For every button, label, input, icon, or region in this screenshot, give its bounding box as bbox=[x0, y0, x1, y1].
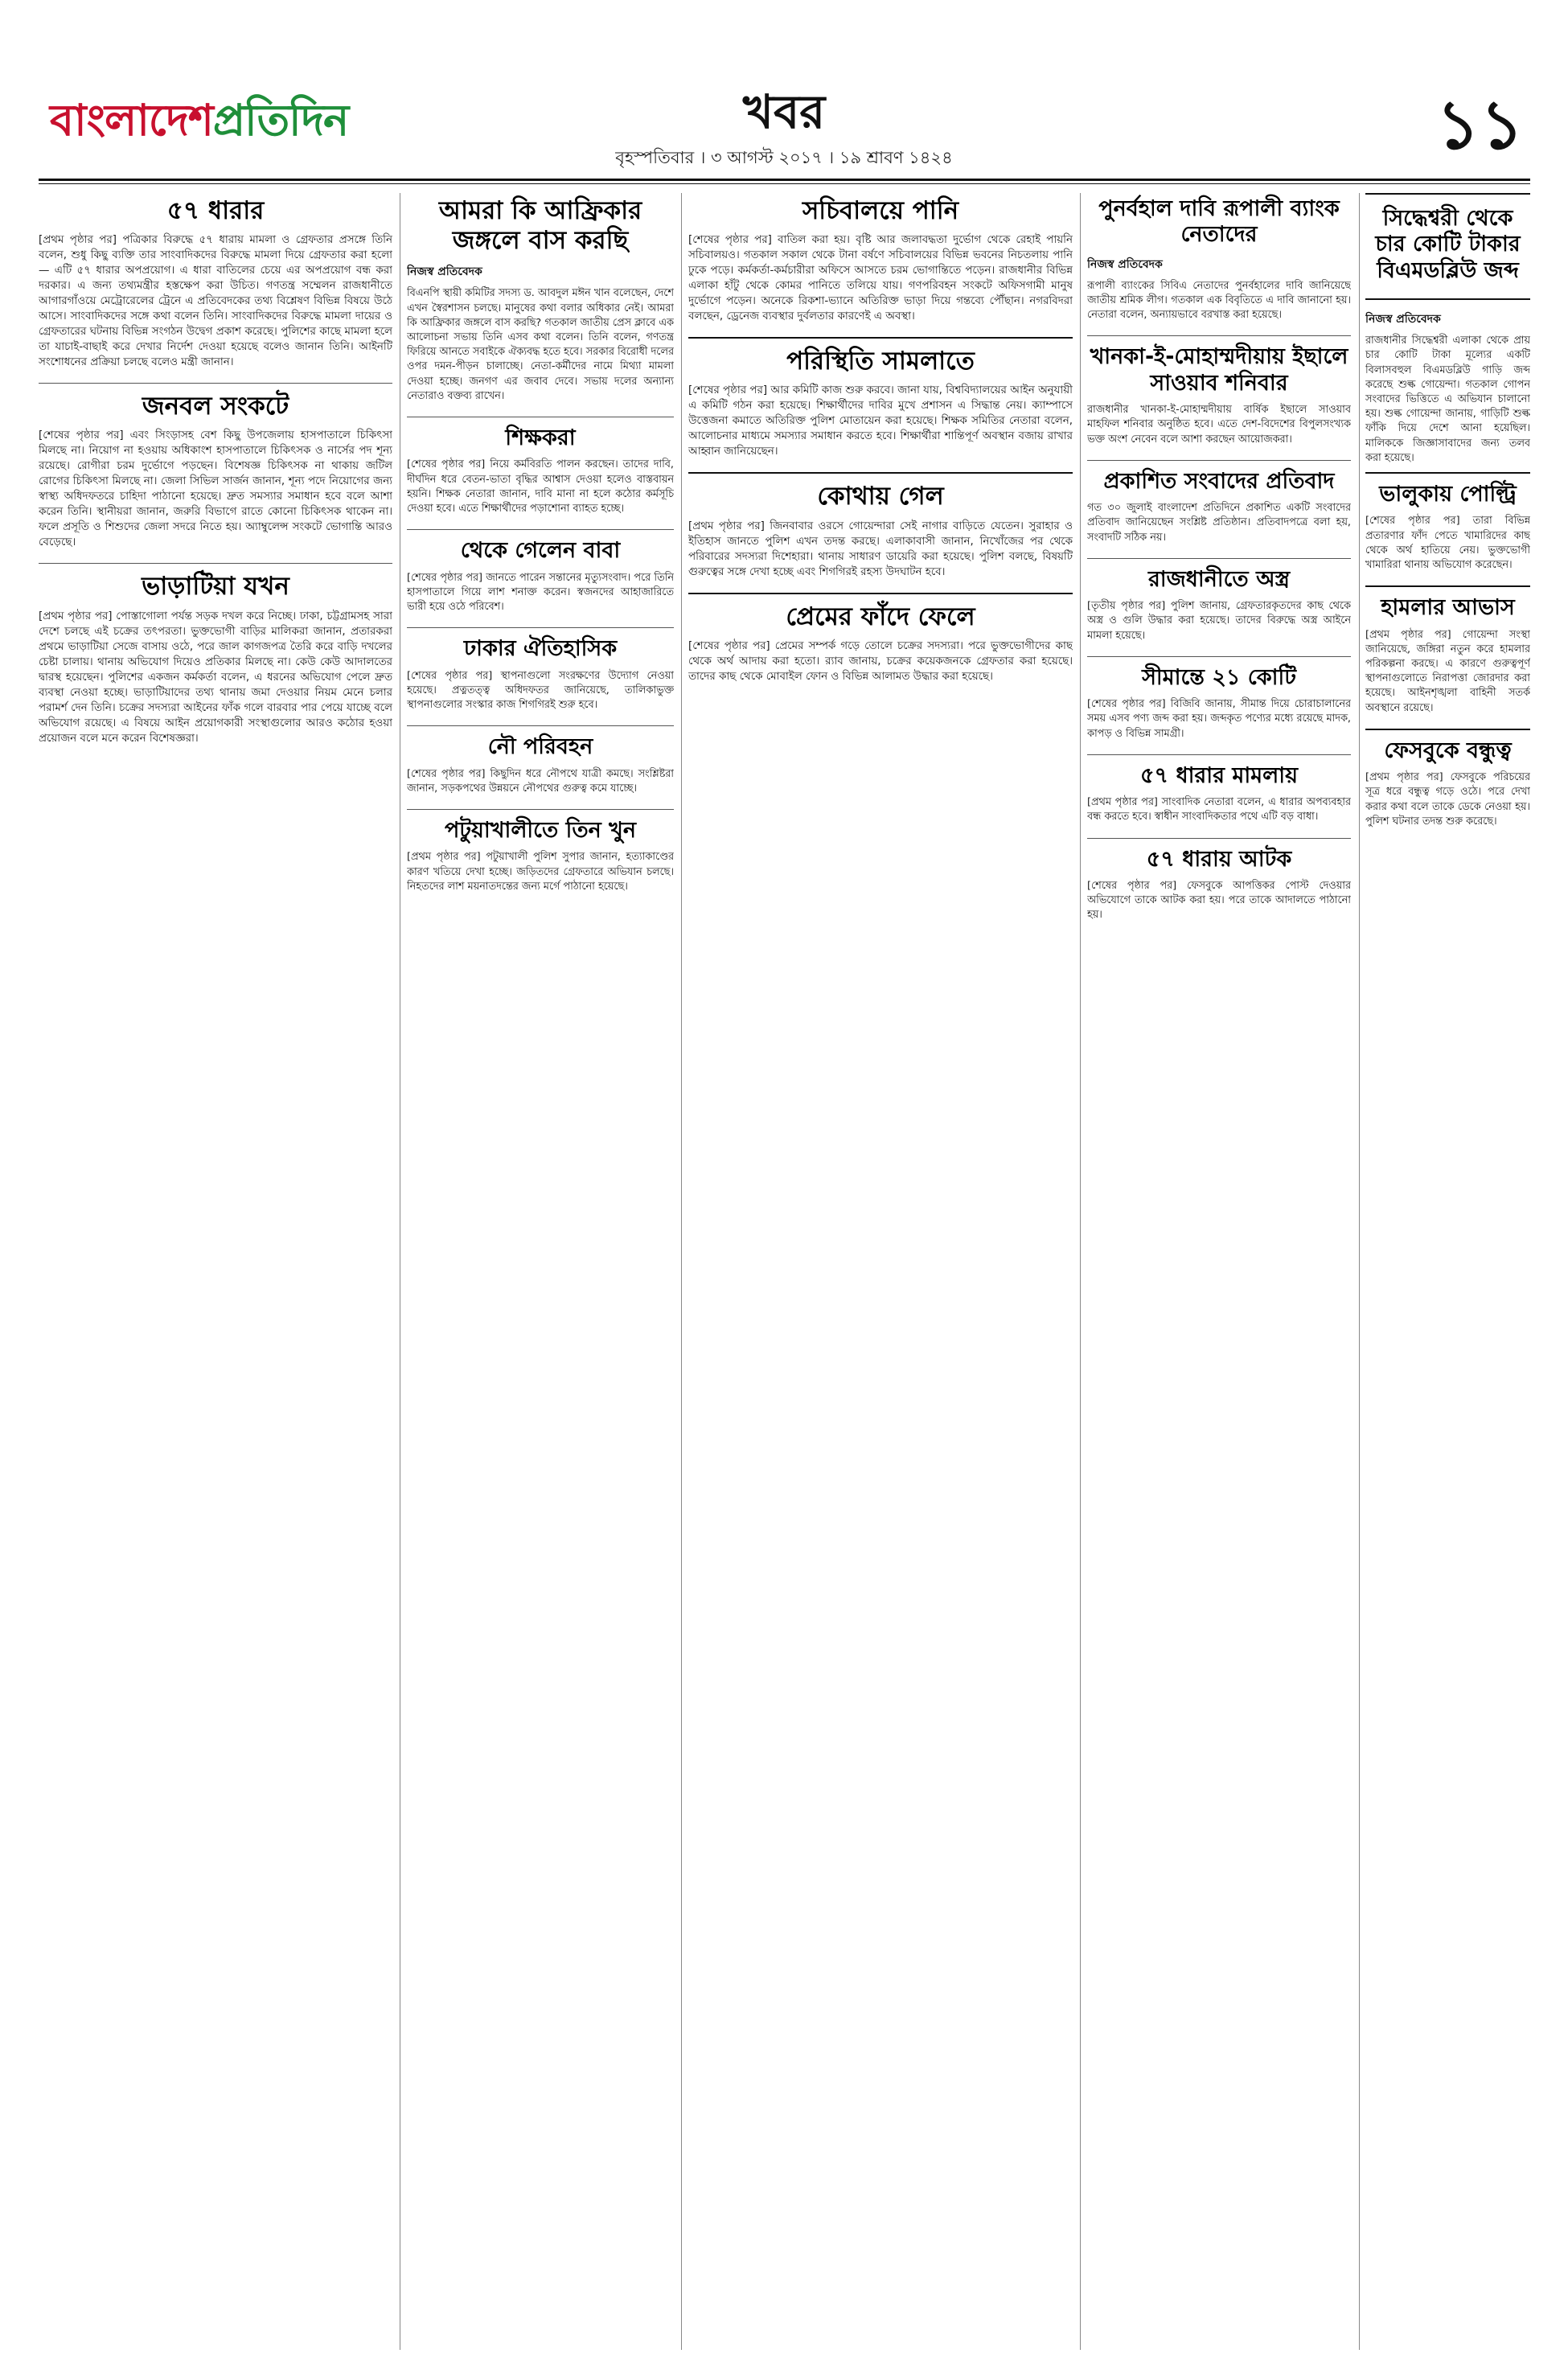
article-bhaluka bbox=[1365, 482, 1530, 573]
article-body: [শেষের পৃষ্ঠার পর] বিজিবি জানায়, সীমান্ত দিয়ে চোরাচালানের সময় এসব পণ্য জব্দ করা হয়। জব্দকৃত পণ্যের মধ্যে রয়েছে মাদক, কাপড় ও বিভিন্ন সামগ্রী। bbox=[1087, 698, 1351, 740]
article-body: [প্রথম পৃষ্ঠার পর] পোস্তাগোলা পর্যন্ত সড়ক দখল করে নিচ্ছে। ঢাকা, চট্টগ্রামসহ সারা দেশে চলছে এই চক্রের তৎপরতা। ভুক্তভোগী বাড়ির মালিকরা জানান, প্রতারকরা প্রথমে ভাড়াটিয়া সেজে বাসায় ওঠে, পরে জাল কাগজপত্র তৈরি করে বাড়ি দখলের চেষ্টা চালায়। থানায় অভিযোগ দিয়েও প্রতিকার মিলছে না। কেউ কেউ আদালতের দ্বারস্থ হয়েছেন। পুলিশের একজন কর্মকর্তা বলেন, এ ধরনের অভিযোগ পেলে দ্রুত ব্যবস্থা নেওয়া হচ্ছে। ভাড়াটিয়াদের তথ্য থানায় জমা দেওয়ার নিয়ম মেনে চলার পরামর্শ দেন তিনি। চক্রের সদস্যরা আইনের ফাঁক গলে বারবার পার পেয়ে যাচ্ছে বলে অভিযোগ রয়েছে। এ বিষয়ে আইন প্রয়োগকারী সংস্থাগুলোর আরও কঠোর হওয়া প্রয়োজন বলে মনে করেন বিশেষজ্ঞরা। bbox=[39, 610, 392, 745]
article-secretariat bbox=[688, 196, 1073, 324]
article-water-transport bbox=[407, 734, 674, 796]
article-body: রাজধানীর সিদ্ধেশ্বরী এলাকা থেকে প্রায় চার কোটি টাকা মূল্যের একটি বিলাসবহুল বিএমডব্লিউ গাড়ি জব্দ করেছে শুল্ক গোয়েন্দা। গতকাল গোপন সংবাদের ভিত্তিতে এ অভিযান চালানো হয়। শুল্ক গোয়েন্দা জানায়, গাড়িটি শুল্ক ফাঁকি দিয়ে দেশে আনা হয়েছিল। মালিককে জিজ্ঞাসাবাদের জন্য তলব করা হয়েছে। bbox=[1365, 335, 1530, 464]
headline: কোথায় গেল bbox=[817, 482, 944, 511]
headline: পুনর্বহাল দাবি রূপালী ব্যাংক নেতাদের bbox=[1098, 196, 1340, 248]
divider bbox=[407, 725, 674, 726]
article-body: [প্রথম পৃষ্ঠার পর] জিনবাবার ওরসে গোয়েন্দারা সেই নাগার বাড়িতে যেতেন। সুরাহার ও ইতিহাস জানতে পুলিশ এখন তদন্ত করছে। এলাকাবাসী জানান, নিখোঁজের পর থেকে পরিবারের সদস্যরা দিশেহারা। থানায় সাধারণ ডায়েরি করা হয়েছে। পুলিশ বলছে, বিষয়টি গুরুত্বের সঙ্গে দেখা হচ্ছে এবং শিগগিরই রহস্য উদঘাটন হবে। bbox=[688, 520, 1073, 578]
headline: খানকা-ই-মোহাম্মদীয়ায় ইছালে সাওয়াব শনিবার bbox=[1090, 344, 1348, 396]
article-body: [শেষের পৃষ্ঠার পর] স্থাপনাগুলো সংরক্ষণের উদ্যোগ নেওয়া হয়েছে। প্রত্নতত্ত্ব অধিদফতর জানিয়েছে, তালিকাভুক্ত স্থাপনাগুলোর সংস্কার কাজ শিগগিরই শুরু হবে। bbox=[407, 669, 674, 711]
article-attack bbox=[1365, 595, 1530, 716]
headline: ৫৭ ধারার মামলায় bbox=[1139, 762, 1299, 788]
masthead-rule bbox=[39, 179, 1530, 181]
column-2 bbox=[407, 193, 674, 2350]
article-body: [প্রথম পৃষ্ঠার পর] পত্রিকার বিরুদ্ধে ৫৭ ধারায় মামলা ও গ্রেফতার প্রসঙ্গে তিনি বলেন, শুধু কিছু ব্যক্তি তার সাংবাদিকদের বিরুদ্ধে মামলা দিয়ে গ্রেফতার করা হলো— এটি ৫৭ ধারার অপপ্রয়োগ। এ ধারা বাতিলের চেয়ে এর অপপ্রয়োগ বন্ধ করা দরকার। এ জন্য তথ্যমন্ত্রীর হস্তক্ষেপ করা উচিত। গণতন্ত্র সম্মেলন রাজধানীতে আগারগাঁওয়ে মেট্রোরেলের ট্রেনে এ প্রতিবেদকের তথ্য বিশ্লেষণ বিভিন্ন বিষয়ে উঠে আসে। সাংবাদিকদের সঙ্গে কথা বলেন তিনি। সাংবাদিকদের বিরুদ্ধে মামলা দায়ের ও গ্রেফতারের ঘটনায় বিভিন্ন সংগঠন উদ্বেগ প্রকাশ করেছে। পুলিশের কাছে মামলা হলে তা যাচাই-বাছাই করে দেখার নির্দেশ দেওয়া হয়েছে বলেও জানান তিনি। আইনটি সংশোধনের প্রক্রিয়া চলছে বলেও মন্ত্রী জানান। bbox=[39, 234, 392, 369]
headline: হামলার আভাস bbox=[1381, 595, 1515, 621]
divider bbox=[1365, 472, 1530, 474]
article-patuakhali bbox=[407, 818, 674, 894]
article-body: [শেষের পৃষ্ঠার পর] কিছুদিন ধরে নৌপথে যাত্রী কমছে। সংশ্লিষ্টরা জানান, সড়কপথের উন্নয়নে নৌপথের গুরুত্ব কমে যাচ্ছে। bbox=[407, 767, 674, 795]
headline: সীমান্তে ২১ কোটি bbox=[1142, 664, 1296, 690]
headline: পটুয়াখালীতে তিন খুন bbox=[444, 818, 637, 843]
byline: নিজস্ব প্রতিবেদক bbox=[1087, 257, 1163, 271]
divider bbox=[407, 809, 674, 810]
article-body: বিএনপি স্থায়ী কমিটির সদস্য ড. আবদুল মঈন খান বলেছেন, দেশে এখন স্বৈরশাসন চলছে। মানুষের কথা বলার অধিকার নেই। আমরা কি আফ্রিকার জঙ্গলে বাস করছি? গতকাল জাতীয় প্রেস ক্লাবে এক আলোচনা সভায় তিনি এসব কথা বলেন। তিনি বলেন, গণতন্ত্র ফিরিয়ে আনতে সবাইকে ঐক্যবদ্ধ হতে হবে। সরকার বিরোধী দলের ওপর দমন-পীড়ন চালাচ্ছে। নেতা-কর্মীদের নামে মিথ্যা মামলা দেওয়া হচ্ছে। জনগণ এর জবাব দেবে। সভায় দলের অন্যান্য নেতারাও বক্তব্য রাখেন। bbox=[407, 287, 674, 402]
column-divider bbox=[1080, 193, 1081, 2350]
article-facebook bbox=[1365, 738, 1530, 829]
divider bbox=[688, 337, 1073, 339]
divider bbox=[407, 627, 674, 628]
article-manpower bbox=[39, 392, 392, 550]
headline: ভাড়াটিয়া যখন bbox=[142, 572, 289, 602]
headline: নৌ পরিবহন bbox=[487, 734, 593, 760]
article-body: গত ৩০ জুলাই বাংলাদেশ প্রতিদিনে প্রকাশিত একটি সংবাদের প্রতিবাদ জানিয়েছেন সংশ্লিষ্ট প্রতিষ্ঠান। প্রতিবাদপত্রে বলা হয়, সংবাদটি সঠিক নয়। bbox=[1087, 502, 1351, 544]
article-teachers bbox=[407, 425, 674, 516]
logo-part-1: বাংলাদেশ bbox=[50, 95, 213, 146]
byline: নিজস্ব প্রতিবেদক bbox=[407, 265, 482, 279]
masthead bbox=[0, 0, 1568, 167]
byline: নিজস্ব প্রতিবেদক bbox=[1365, 313, 1441, 327]
divider bbox=[1365, 585, 1530, 587]
article-body: [শেষের পৃষ্ঠার পর] ফেসবুকে আপত্তিকর পোস্ট দেওয়ার অভিযোগে তাকে আটক করা হয়। পরে তাকে আদালতে পাঠানো হয়। bbox=[1087, 879, 1351, 922]
section-title: খবর bbox=[742, 84, 826, 139]
lead-box bbox=[1365, 193, 1530, 300]
masthead-rule-thin bbox=[39, 183, 1530, 184]
article-body: [শেষের পৃষ্ঠার পর] বাতিল করা হয়। বৃষ্টি আর জলাবদ্ধতা দুর্ভোগ থেকে রেহাই পায়নি সচিবালয়ও। গতকাল সকাল থেকে টানা বর্ষণে সচিবালয়ের বিভিন্ন ভবনের নিচতলায় পানি ঢুকে পড়ে। কর্মকর্তা-কর্মচারীরা অফিসে আসতে চরম ভোগান্তিতে পড়েন। রাজধানীর বিভিন্ন এলাকা হাঁটু থেকে কোমর পানিতে তলিয়ে যায়। গণপরিবহন সংকটে অফিসগামী মানুষ দুর্ভোগে পড়েন। অনেকে রিকশা-ভ্যানে অতিরিক্ত ভাড়া দিয়ে গন্তব্যে পৌঁছান। নগরবিদরা বলছেন, ড্রেনেজ ব্যবস্থার দুর্বলতার কারণেই এ অবস্থা। bbox=[688, 234, 1073, 323]
article-body: [শেষের পৃষ্ঠার পর] জানতে পারেন সন্তানের মৃত্যুসংবাদ। পরে তিনি হাসপাতালে গিয়ে লাশ শনাক্ত করেন। স্বজনদের আহাজারিতে ভারী হয়ে ওঠে পরিবেশ। bbox=[407, 571, 674, 613]
headline: জনবল সংকটে bbox=[142, 392, 289, 421]
dateline: বৃহস্পতিবার । ৩ আগস্ট ২০১৭ । ১৯ শ্রাবণ ১৪২৪ bbox=[615, 148, 953, 167]
column-divider bbox=[1359, 193, 1360, 2350]
article-tenant bbox=[39, 572, 392, 745]
column-1 bbox=[39, 193, 392, 2350]
article-57-dhara bbox=[39, 196, 392, 370]
headline: প্রেমের ফাঁদে ফেলে bbox=[786, 602, 975, 631]
article-where bbox=[688, 482, 1073, 579]
headline: ফেসবুকে বন্ধুত্ব bbox=[1384, 737, 1512, 763]
article-dhaka-heritage bbox=[407, 636, 674, 713]
divider bbox=[407, 529, 674, 530]
article-body: [শেষের পৃষ্ঠার পর] এবং সিংড়াসহ বেশ কিছু উপজেলায় হাসপাতালে চিকিৎসা মিলছে না। নিয়োগ না হওয়ায় অধিকাংশ হাসপাতালে চিকিৎসক ও নার্সের পদ শূন্য রয়েছে। রোগীরা চরম দুর্ভোগে পড়ছেন। বিশেষজ্ঞ চিকিৎসক না থাকায় জটিল রোগের চিকিৎসা মিলছে না। জেলা সিভিল সার্জন জানান, শূন্য পদে নিয়োগের জন্য স্বাস্থ্য অধিদফতরে চাহিদা পাঠানো হয়েছে। দ্রুত সমস্যার সমাধান হবে বলে আশা করেন তিনি। স্থানীয়রা জানান, জরুরি বিভাগে রাতে কোনো চিকিৎসক থাকেন না। ফলে প্রসূতি ও শিশুদের জেলা সদরে নিতে হয়। অ্যাম্বুলেন্স সংকটে ভোগান্তি আরও বেড়েছে। bbox=[39, 429, 392, 549]
headline: রাজধানীতে অস্ত্র bbox=[1147, 566, 1291, 592]
article-father bbox=[407, 538, 674, 614]
headline: আমরা কি আফ্রিকার জঙ্গলে বাস করছি bbox=[438, 196, 642, 256]
column-divider bbox=[681, 193, 682, 2350]
page-number: ১১ bbox=[1435, 85, 1524, 164]
divider bbox=[39, 563, 392, 564]
headline: ভালুকায় পোল্ট্রি bbox=[1379, 482, 1517, 507]
divider bbox=[688, 593, 1073, 594]
column-right bbox=[1365, 193, 1530, 2350]
article-body: [তৃতীয় পৃষ্ঠার পর] পুলিশ জানায়, গ্রেফতারকৃতদের কাছ থেকে অস্ত্র ও গুলি উদ্ধার করা হয়েছে। তাদের বিরুদ্ধে অস্ত্র আইনে মামলা হয়েছে। bbox=[1087, 600, 1351, 642]
headline: প্রকাশিত সংবাদের প্রতিবাদ bbox=[1103, 468, 1335, 494]
headline: ৫৭ ধারার bbox=[166, 196, 265, 225]
logo-part-2: প্রতিদিন bbox=[212, 95, 349, 146]
lead-headline: সিদ্ধেশ্বরী থেকে চার কোটি টাকার বিএমডব্লিউ জব্দ bbox=[1375, 206, 1521, 283]
article-body: [প্রথম পৃষ্ঠার পর] সাংবাদিক নেতারা বলেন, এ ধারার অপব্যবহার বন্ধ করতে হবে। স্বাধীন সাংবাদিকতার পথে এটি বড় বাধা। bbox=[1087, 796, 1351, 824]
article-body: [শেষের পৃষ্ঠার পর] নিয়ে কর্মবিরতি পালন করছেন। তাদের দাবি, দীর্ঘদিন ধরে বেতন-ভাতা বৃদ্ধির আশ্বাস দেওয়া হলেও বাস্তবায়ন হয়নি। শিক্ষক নেতারা জানান, দাবি মানা না হলে কঠোর কর্মসূচি দেওয়া হবে। এতে শিক্ষার্থীদের পড়াশোনা ব্যাহত হচ্ছে। bbox=[407, 458, 674, 515]
divider bbox=[39, 383, 392, 384]
headline: থেকে গেলেন বাবা bbox=[460, 538, 621, 564]
article-body: [শেষের পৃষ্ঠার পর] তারা বিভিন্ন প্রতারণার ফাঁদ পেতে খামারিদের কাছ থেকে অর্থ হাতিয়ে নেয়। ভুক্তভোগী খামারিরা থানায় অভিযোগ করেছেন। bbox=[1365, 515, 1530, 571]
article-situation bbox=[688, 347, 1073, 459]
headline: সচিবালয়ে পানি bbox=[802, 196, 959, 225]
article-body: [প্রথম পৃষ্ঠার পর] গোয়েন্দা সংস্থা জানিয়েছে, জঙ্গিরা নতুন করে হামলার পরিকল্পনা করছে। এ কারণে গুরুত্বপূর্ণ স্থাপনাগুলোতে নিরাপত্তা জোরদার করা হয়েছে। আইনশৃঙ্খলা বাহিনী সতর্ক অবস্থানে রয়েছে। bbox=[1365, 628, 1530, 714]
divider bbox=[1365, 729, 1530, 730]
article-body: রূপালী ব্যাংকের সিবিএ নেতাদের পুনর্বহালের দাবি জানিয়েছে জাতীয় শ্রমিক লীগ। গতকাল এক বিবৃতিতে এ দাবি জানানো হয়। নেতারা বলেন, অন্যায়ভাবে বরখাস্ত করা হয়েছে। bbox=[1087, 279, 1351, 322]
article-love-trap bbox=[688, 602, 1073, 684]
article-body: রাজধানীর খানকা-ই-মোহাম্মদীয়ায় বার্ষিক ইছালে সাওয়াব মাহফিল শনিবার অনুষ্ঠিত হবে। এতে দেশ-বিদেশের বিপুলসংখ্যক ভক্ত অংশ নেবেন বলে আশা করছেন আয়োজকরা। bbox=[1087, 404, 1351, 446]
headline: পরিস্থিতি সামলাতে bbox=[786, 347, 975, 376]
article-body: [শেষের পৃষ্ঠার পর] আর কমিটি কাজ শুরু করবে। জানা যায়, বিশ্ববিদ্যালয়ের আইন অনুযায়ী এ কমিটি গঠন করা হয়েছে। শিক্ষার্থীদের দাবির মুখে প্রশাসন এ সিদ্ধান্ত নেয়। ক্যাম্পাসে উত্তেজনা কমাতে অতিরিক্ত পুলিশ মোতায়েন করা হয়েছে। শিক্ষক সমিতির নেতারা বলেন, আলোচনার মাধ্যমে সমস্যার সমাধান করতে হবে। শিক্ষার্থীরা শান্তিপূর্ণ অবস্থান বজায় রাখার আহ্বান জানিয়েছেন। bbox=[688, 384, 1073, 458]
article-body: [প্রথম পৃষ্ঠার পর] পটুয়াখালী পুলিশ সুপার জানান, হত্যাকাণ্ডের কারণ খতিয়ে দেখা হচ্ছে। জড়িতদের গ্রেফতারে অভিযান চলছে। নিহতদের লাশ ময়নাতদন্তের জন্য মর্গে পাঠানো হয়েছে। bbox=[407, 851, 674, 893]
divider bbox=[688, 472, 1073, 474]
article-body: [শেষের পৃষ্ঠার পর] প্রেমের সম্পর্ক গড়ে তোলে চক্রের সদস্যরা। পরে ভুক্তভোগীদের কাছ থেকে অর্থ আদায় করা হতো। র‌্যাব জানায়, চক্রের কয়েকজনকে গ্রেফতার করা হয়েছে। তাদের কাছ থেকে মোবাইল ফোন ও বিভিন্ন আলামত উদ্ধার করা হয়েছে। bbox=[688, 639, 1073, 683]
headline: ৫৭ ধারায় আটক bbox=[1146, 846, 1292, 872]
article-africa bbox=[407, 196, 674, 404]
article-body: [প্রথম পৃষ্ঠার পর] ফেসবুকে পরিচয়ের সূত্র ধরে বন্ধুত্ব গড়ে ওঠে। পরে দেখা করার কথা বলে তাকে ডেকে নেওয়া হয়। পুলিশ ঘটনার তদন্ত শুরু করেছে। bbox=[1365, 771, 1530, 828]
headline: ঢাকার ঐতিহাসিক bbox=[463, 636, 618, 662]
headline: শিক্ষকরা bbox=[505, 425, 576, 450]
column-3 bbox=[688, 193, 1073, 2350]
